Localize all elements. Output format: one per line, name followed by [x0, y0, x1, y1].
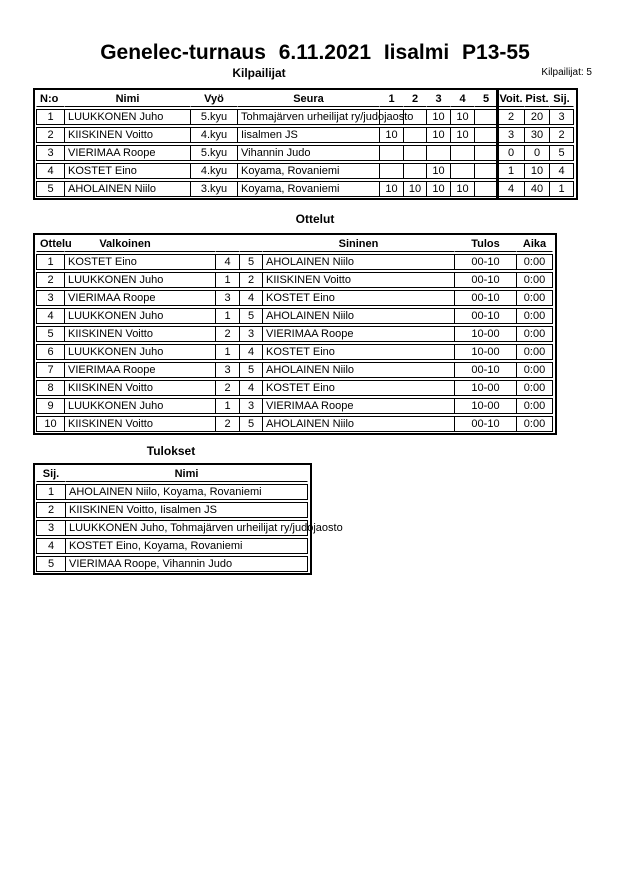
results-header-row [36, 466, 309, 482]
wins-cell: 1 [498, 163, 525, 179]
blue-name: KOSTET Eino [263, 290, 455, 306]
match-row [36, 254, 554, 270]
competitor-count-label: Kilpailijat: 5 [541, 67, 592, 78]
score-5 [475, 181, 498, 197]
place-cell: 4 [550, 163, 574, 179]
blue-no: 5 [240, 254, 263, 270]
white-name: LUUKKONEN Juho [65, 398, 216, 414]
match-no: 6 [36, 344, 65, 360]
col-header-belt: Vyö [191, 91, 238, 107]
competitor-row [36, 109, 575, 125]
score-3: 10 [427, 181, 451, 197]
score-2 [404, 109, 427, 125]
score-1: 10 [380, 127, 404, 143]
match-row [36, 290, 554, 306]
competitor-row [36, 163, 575, 179]
competitor-name: KOSTET Eino [65, 163, 191, 179]
col-header-white-label: Valkoinen [99, 237, 151, 250]
competitor-club: Vihannin Judo [238, 145, 380, 161]
result-name: KIISKINEN Voitto, Iisalmen JS [66, 502, 308, 518]
col-header-4: 4 [451, 91, 475, 107]
score-4: 10 [451, 127, 475, 143]
blue-name: AHOLAINEN Niilo [263, 254, 455, 270]
white-no: 3 [216, 362, 240, 378]
col-header-result: Tulos [455, 236, 517, 252]
blue-no: 5 [240, 416, 263, 432]
result-row [36, 520, 343, 536]
match-row [36, 416, 554, 432]
blue-no: 2 [240, 272, 263, 288]
col-header-name: Nimi [65, 91, 191, 107]
white-name: LUUKKONEN Juho [65, 344, 216, 360]
result-place: 5 [36, 556, 66, 572]
matches-table [33, 233, 557, 435]
result-row [36, 538, 309, 554]
match-no: 1 [36, 254, 65, 270]
competitor-belt: 3.kyu [191, 181, 238, 197]
voit-group-divider [496, 90, 499, 198]
results-table [33, 463, 343, 575]
col-header-wins: Voit. [498, 91, 525, 107]
place-cell: 2 [550, 127, 574, 143]
blue-no: 4 [240, 344, 263, 360]
match-no: 3 [36, 290, 65, 306]
blue-no: 4 [240, 380, 263, 396]
score-3: 10 [427, 163, 451, 179]
competitor-name: LUUKKONEN Juho [65, 109, 191, 125]
competitor-club: Koyama, Rovaniemi [238, 181, 380, 197]
score-4 [451, 145, 475, 161]
competitors-table [33, 88, 578, 200]
match-time: 0:00 [517, 254, 553, 270]
match-result: 00-10 [455, 272, 517, 288]
points-cell: 0 [525, 145, 550, 161]
white-no: 4 [216, 254, 240, 270]
score-2 [404, 127, 427, 143]
score-4 [451, 163, 475, 179]
white-no: 1 [216, 308, 240, 324]
col-header-white [65, 236, 216, 252]
score-4: 10 [451, 109, 475, 125]
blue-name: KOSTET Eino [263, 344, 455, 360]
col-header-time: Aika [517, 236, 553, 252]
section-heading-results: Tulokset [146, 444, 196, 458]
match-no: 4 [36, 308, 65, 324]
match-time: 0:00 [517, 344, 553, 360]
result-place: 4 [36, 538, 66, 554]
match-result: 00-10 [455, 254, 517, 270]
white-no: 2 [216, 326, 240, 342]
competitor-club: Koyama, Rovaniemi [238, 163, 380, 179]
score-2 [404, 163, 427, 179]
col-header-3: 3 [427, 91, 451, 107]
competitor-no: 3 [36, 145, 65, 161]
white-no: 3 [216, 290, 240, 306]
score-1: 10 [380, 181, 404, 197]
col-header-no: N:o [36, 91, 65, 107]
match-time: 0:00 [517, 272, 553, 288]
score-1 [380, 145, 404, 161]
result-name: AHOLAINEN Niilo, Koyama, Rovaniemi [66, 484, 308, 500]
match-row [36, 344, 554, 360]
col-header-match-no: Ottelu [36, 236, 65, 252]
section-heading-matches: Ottelut [295, 212, 335, 226]
score-3: 10 [427, 109, 451, 125]
competitor-name: AHOLAINEN Niilo [65, 181, 191, 197]
place-cell: 1 [550, 181, 574, 197]
score-3 [427, 145, 451, 161]
white-no: 1 [216, 398, 240, 414]
match-row [36, 398, 554, 414]
match-result: 10-00 [455, 398, 517, 414]
col-header-place: Sij. [550, 91, 574, 107]
points-cell: 40 [525, 181, 550, 197]
score-1 [380, 163, 404, 179]
match-result: 00-10 [455, 416, 517, 432]
white-name: LUUKKONEN Juho [65, 308, 216, 324]
match-no: 5 [36, 326, 65, 342]
result-place: 3 [36, 520, 66, 536]
wins-cell: 3 [498, 127, 525, 143]
match-no: 9 [36, 398, 65, 414]
competitor-name: KIISKINEN Voitto [65, 127, 191, 143]
score-1 [380, 109, 404, 125]
blue-no: 4 [240, 290, 263, 306]
match-result: 10-00 [455, 380, 517, 396]
competitor-no: 4 [36, 163, 65, 179]
white-name: KIISKINEN Voitto [65, 416, 216, 432]
white-no: 2 [216, 416, 240, 432]
place-cell: 3 [550, 109, 574, 125]
competitor-no: 5 [36, 181, 65, 197]
col-header-club: Seura [238, 91, 380, 107]
score-5 [475, 109, 498, 125]
competitor-name: VIERIMAA Roope [65, 145, 191, 161]
score-4: 10 [451, 181, 475, 197]
blue-name: AHOLAINEN Niilo [263, 362, 455, 378]
score-2: 10 [404, 181, 427, 197]
white-name: KOSTET Eino [65, 254, 216, 270]
score-2 [404, 145, 427, 161]
match-result: 00-10 [455, 362, 517, 378]
score-5 [475, 127, 498, 143]
competitor-club: Tohmajärven urheilijat ry/judojaosto [238, 109, 380, 125]
white-no: 2 [216, 380, 240, 396]
match-time: 0:00 [517, 326, 553, 342]
match-row [36, 362, 554, 378]
points-cell: 30 [525, 127, 550, 143]
match-result: 00-10 [455, 290, 517, 306]
match-row [36, 380, 554, 396]
result-name: KOSTET Eino, Koyama, Rovaniemi [66, 538, 308, 554]
match-row [36, 326, 554, 342]
competitor-club: Iisalmen JS [238, 127, 380, 143]
competitors-header-row [36, 91, 575, 107]
wins-cell: 2 [498, 109, 525, 125]
match-time: 0:00 [517, 398, 553, 414]
result-name: VIERIMAA Roope, Vihannin Judo [66, 556, 308, 572]
match-row [36, 272, 554, 288]
result-row [36, 484, 309, 500]
white-no: 1 [216, 272, 240, 288]
place-cell: 5 [550, 145, 574, 161]
competitor-belt: 4.kyu [191, 163, 238, 179]
wins-cell: 4 [498, 181, 525, 197]
match-result: 10-00 [455, 344, 517, 360]
col-header-5: 5 [475, 91, 498, 107]
score-3: 10 [427, 127, 451, 143]
section-heading-competitors: Kilpailijat [232, 66, 286, 80]
blue-name: KIISKINEN Voitto [263, 272, 455, 288]
white-name: LUUKKONEN Juho [65, 272, 216, 288]
points-cell: 20 [525, 109, 550, 125]
match-time: 0:00 [517, 362, 553, 378]
matches-header-row [36, 236, 554, 252]
blue-name: VIERIMAA Roope [263, 326, 455, 342]
white-name: VIERIMAA Roope [65, 362, 216, 378]
match-result: 10-00 [455, 326, 517, 342]
match-no: 2 [36, 272, 65, 288]
wins-cell: 0 [498, 145, 525, 161]
result-place: 1 [36, 484, 66, 500]
blue-no: 5 [240, 308, 263, 324]
competitor-belt: 5.kyu [191, 145, 238, 161]
blue-no: 3 [240, 326, 263, 342]
score-5 [475, 163, 498, 179]
white-name: VIERIMAA Roope [65, 290, 216, 306]
competitor-belt: 5.kyu [191, 109, 238, 125]
competitor-row [36, 181, 575, 197]
col-header-name: Nimi [66, 466, 308, 482]
col-header-blue-no [240, 236, 263, 252]
blue-name: AHOLAINEN Niilo [263, 416, 455, 432]
page-title: Genelec-turnaus 6.11.2021 Iisalmi P13-55 [100, 41, 530, 64]
blue-name: AHOLAINEN Niilo [263, 308, 455, 324]
blue-name: VIERIMAA Roope [263, 398, 455, 414]
score-5 [475, 145, 498, 161]
white-name: KIISKINEN Voitto [65, 326, 216, 342]
result-row [36, 502, 309, 518]
match-no: 7 [36, 362, 65, 378]
match-no: 10 [36, 416, 65, 432]
match-time: 0:00 [517, 290, 553, 306]
white-name: KIISKINEN Voitto [65, 380, 216, 396]
result-place: 2 [36, 502, 66, 518]
points-cell: 10 [525, 163, 550, 179]
match-no: 8 [36, 380, 65, 396]
col-header-white-no [216, 236, 240, 252]
col-header-place: Sij. [36, 466, 66, 482]
col-header-blue: Sininen [263, 236, 455, 252]
competitor-row [36, 127, 575, 143]
blue-no: 3 [240, 398, 263, 414]
match-time: 0:00 [517, 380, 553, 396]
col-header-2: 2 [404, 91, 427, 107]
competitor-no: 1 [36, 109, 65, 125]
col-header-1: 1 [380, 91, 404, 107]
match-row [36, 308, 554, 324]
match-result: 00-10 [455, 308, 517, 324]
col-header-points: Pist. [525, 91, 550, 107]
competitor-belt: 4.kyu [191, 127, 238, 143]
white-no: 1 [216, 344, 240, 360]
competitor-row [36, 145, 575, 161]
match-time: 0:00 [517, 308, 553, 324]
match-time: 0:00 [517, 416, 553, 432]
blue-name: KOSTET Eino [263, 380, 455, 396]
result-name: LUUKKONEN Juho, Tohmajärven urheilijat ry/judojaosto [66, 520, 308, 536]
result-row [36, 556, 309, 572]
competitor-no: 2 [36, 127, 65, 143]
blue-no: 5 [240, 362, 263, 378]
